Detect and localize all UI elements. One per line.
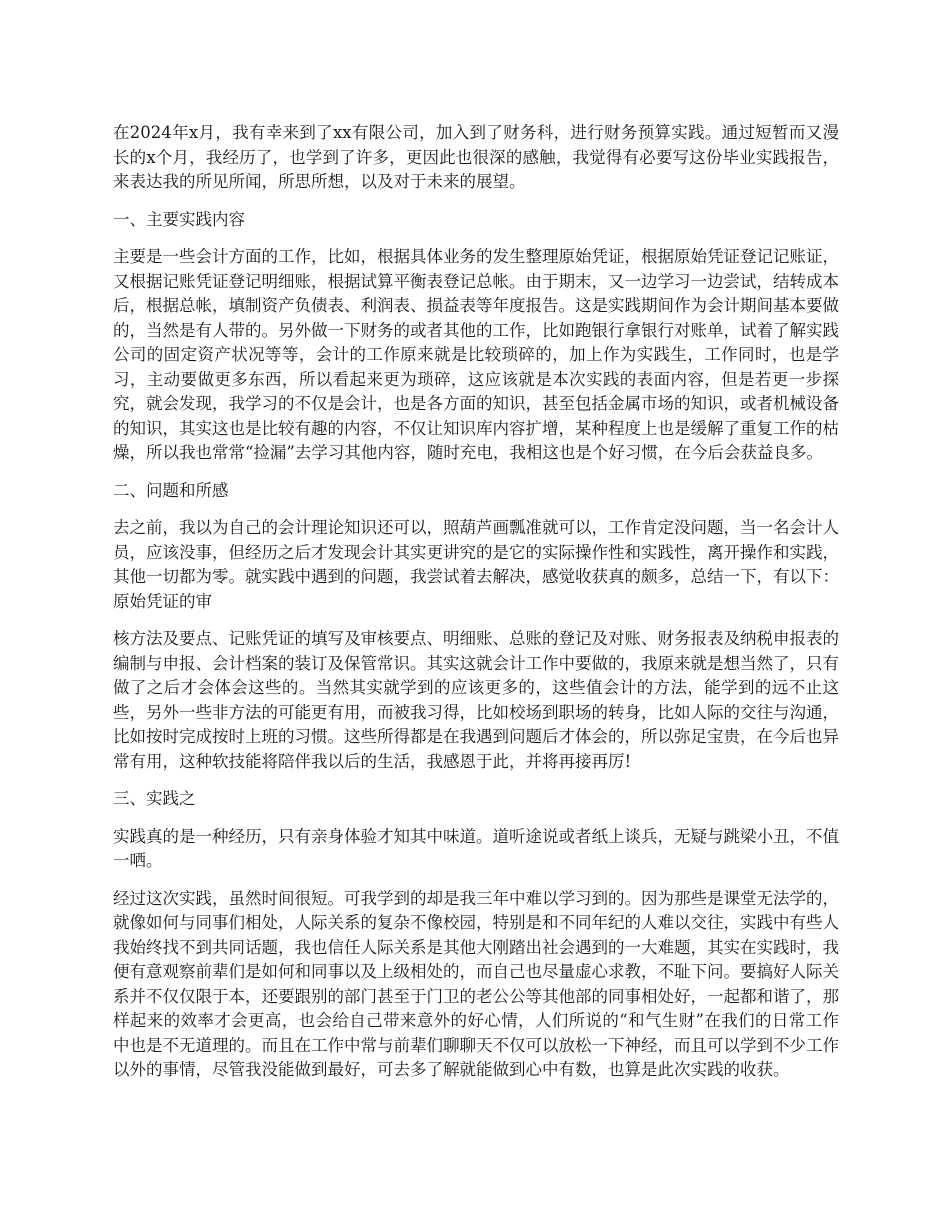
section-2-paragraph-2: 核方法及要点、记账凭证的填写及审核要点、明细账、总账的登记及对账、财务报表及纳税申报表的编制与申报、会计档案的装订及保管常识。其实这就会计工作中要做的，我原来就是想当然了，只有做了之后才会体会这些的。当然其实就学到的应该更多的，这些值会计的方法，能学到的远不止这些，另外一些非方法的可能更有用，而被我习得，比如校场到职场的转身，比如人际的交往与沟通，比如按时完成按时上班的习惯。这些所得都是在我遇到问题后才体会的，所以弥足宝贵，在今后也异常有用，这种软技能将陪伴我以后的生活，我感恩于此，并将再接再厉! [113, 629, 839, 771]
section-2-paragraph-1: 去之前，我以为自己的会计理论知识还可以，照葫芦画瓢准就可以，工作肯定没问题，当一名会计人员，应该没事，但经历之后才发现会计其实更讲究的是它的实际操作性和实践性，离开操作和实践，其他一切都为零。就实践中遇到的问题，我尝试着去解决，感觉收获真的颇多，总结一下，有以下：原始凭证的审 [113, 518, 839, 611]
section-2-heading: 二、问题和所感 [113, 480, 229, 500]
intro-paragraph: 在2024年x月，我有幸来到了xx有限公司，加入到了财务科，进行财务预算实践。通过短暂而又漫长的x个月，我经历了，也学到了许多，更因此也很深的感触，我觉得有必要写这份毕业实践报告，来表达我的所见所闻，所思所想，以及对于未来的展望。 [113, 123, 839, 191]
section-3-paragraph-1: 实践真的是一种经历，只有亲身体验才知其中味道。道听途说或者纸上谈兵，无疑与跳梁小丑，不值一哂。 [113, 826, 839, 870]
section-3-heading: 三、实践之 [113, 789, 196, 808]
section-1-paragraph: 主要是一些会计方面的工作，比如，根据具体业务的发生整理原始凭证，根据原始凭证登记记账证，又根据记账凭证登记明细账，根据试算平衡表登记总帐。由于期末，又一边学习一边尝试，结转成本后，根据总帐，填制资产负债表、利润表、损益表等年度报告。这是实践期间作为会计期间基本要做的，当然是有人带的。另外做一下财务的或者其他的工作，比如跑银行拿银行对账单，试着了解实践公司的固定资产状况等等，会计的工作原来就是比较琐碎的，加上作为实践生，工作同时，也是学习，主动要做更多东西，所以看起来更为琐碎，这应该就是本次实践的表面内容，但是若更一步探究，就会发现，我学习的不仅是会计，也是各方面的知识，甚至包括金属市场的知识，或者机械设备的知识，其实这也是比较有趣的内容，不仅让知识库内容扩增，某种程度上也是缓解了重复工作的枯燥，所以我也常常“捡漏”去学习其他内容，随时充电，我相这也是个好习惯，在今后会获益良多。 [113, 247, 839, 462]
section-3-paragraph-2: 经过这次实践，虽然时间很短。可我学到的却是我三年中难以学习到的。因为那些是课堂无法学的，就像如何与同事们相处，人际关系的复杂不像校园，特别是和不同年纪的人难以交往，实践中有些人我始终找不到共同话题，我也信任人际关系是其他大刚踏出社会遇到的一大难题，其实在实践时，我便有意观察前辈们是如何和同事以及上级相处的，而自己也尽量虚心求教，不耻下问。要搞好人际关系并不仅仅限于本，还要跟别的部门甚至于门卫的老公公等其他部的同事相处好，一起都和谐了，那样起来的效率才会更高，也会给自己带来意外的好心情，人们所说的“和气生财”在我们的日常工作中也是不无道理的。而且在工作中常与前辈们聊聊天不仅可以放松一下神经，而且可以学到不少工作以外的事情，尽管我没能做到最好，可去多了解就能做到心中有数，也算是此次实践的收获。 [113, 888, 839, 1079]
document-body [113, 121, 839, 1096]
section-1-heading: 一、主要实践内容 [113, 209, 245, 229]
